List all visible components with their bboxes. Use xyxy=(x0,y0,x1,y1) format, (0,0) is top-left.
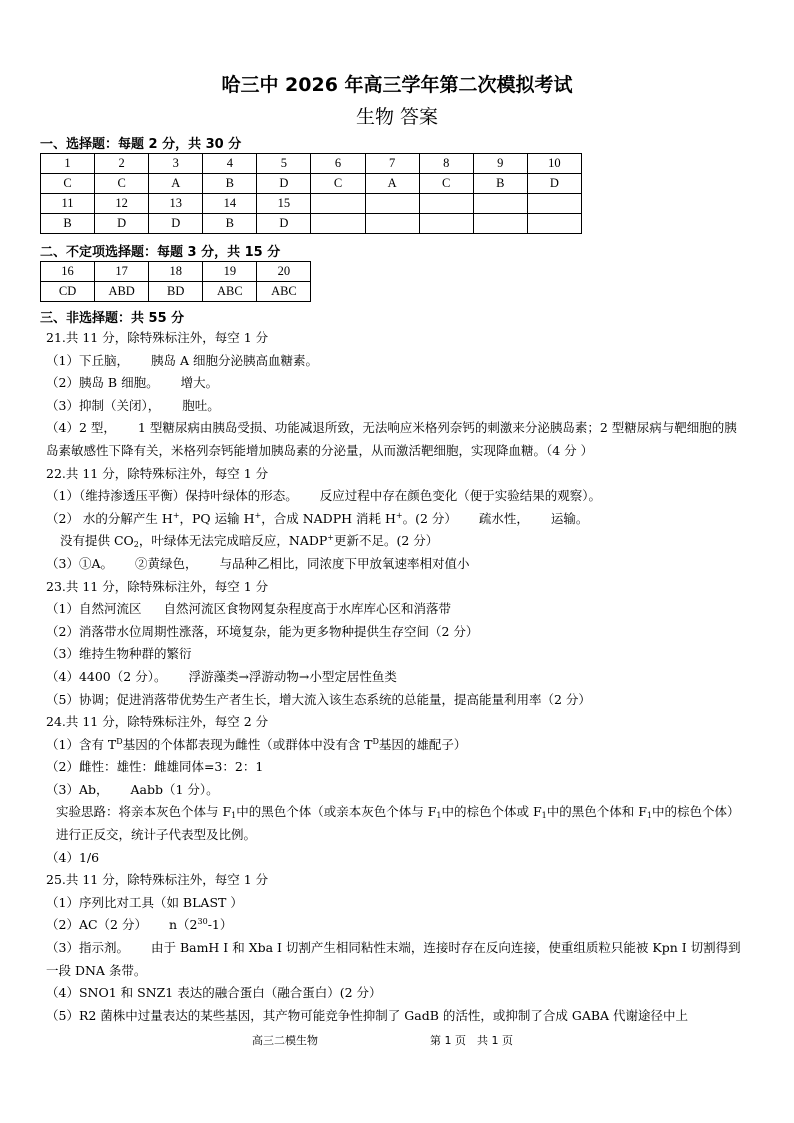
answer-cell: B xyxy=(203,214,257,234)
answer-cell xyxy=(473,214,527,234)
section1-heading: 一、选择题：每题 2 分，共 30 分 xyxy=(40,137,242,152)
answer-cell xyxy=(365,194,419,214)
q24-answer-4: （4）1/6 xyxy=(46,849,100,865)
q24-answer-1: （1）含有 $T^D$基因的个体都表现为雌性（或群体中没有含 $T^D$基因的雄配子） xyxy=(46,736,467,752)
footer-page-number: 第 1 页 共 1 页 xyxy=(430,1034,513,1047)
answer-cell: 9 xyxy=(473,154,527,174)
answer-cell: 20 xyxy=(257,262,311,282)
answer-cell: B xyxy=(473,174,527,194)
q23-heading: 23.共 11 分，除特殊标注外，每空 1 分 xyxy=(46,578,269,594)
answer-cell: ABD xyxy=(95,282,149,302)
answer-cell xyxy=(311,214,365,234)
q21-answer-1: （1）下丘脑， 胰岛 A 细胞分泌胰高血糖素。 xyxy=(46,352,318,368)
answers-body xyxy=(46,327,746,1027)
q23-answer-5: （5）协调；促进消落带优势生产者生长，增大流入该生态系统的总能量，提高能量利用率（2 分） xyxy=(46,691,591,707)
answer-cell: 13 xyxy=(149,194,203,214)
q25-answer-3: （3）指示剂。 由于 BamH Ⅰ 和 Xba Ⅰ 切割产生相同粘性末端，连接时存在反向连接，使重组质粒只能被 Kpn Ⅰ 切割得到一段 DNA 条带。 xyxy=(46,940,741,978)
answer-cell: 12 xyxy=(95,194,149,214)
q22-answer-2: （2） 水的分解产生 H+，PQ 运输 H+，合成 NADPH 消耗 H+。(2 分） 疏水性， 运输。 xyxy=(46,510,589,526)
answer-cell: D xyxy=(527,174,581,194)
answer-cell: B xyxy=(203,174,257,194)
answer-cell xyxy=(419,214,473,234)
page-subtitle: 生物 答案 xyxy=(355,106,439,128)
q22-answer-1: （1）（维持渗透压平衡）保持叶绿体的形态。 反应过程中存在颜色变化（便于实验结果的观察）。 xyxy=(46,488,601,504)
footer-left: 高三二模生物 xyxy=(252,1034,318,1047)
answer-cell: C xyxy=(41,174,95,194)
answer-cell: B xyxy=(41,214,95,234)
q24-answer-2: （2）雌性：雄性：雌雄同体=3：2：1 xyxy=(46,759,264,775)
q22-heading: 22.共 11 分，除特殊标注外，每空 1 分 xyxy=(46,465,269,481)
q21-answer-2: （2）胰岛 B 细胞。 增大。 xyxy=(46,375,219,391)
answer-cell: 3 xyxy=(149,154,203,174)
answer-table-1 xyxy=(40,153,582,234)
answer-cell: D xyxy=(95,214,149,234)
answer-cell: CD xyxy=(41,282,95,302)
answer-cell: 4 xyxy=(203,154,257,174)
answer-cell: ABC xyxy=(257,282,311,302)
answer-cell: 1 xyxy=(41,154,95,174)
q23-answer-3: （3）维持生物种群的繁衍 xyxy=(46,646,192,662)
answer-cell xyxy=(311,194,365,214)
q25-answer-4: （4）SNO1 和 SNZ1 表达的融合蛋白（融合蛋白）(2 分） xyxy=(46,985,382,1001)
answer-cell: 15 xyxy=(257,194,311,214)
answer-cell: 6 xyxy=(311,154,365,174)
answer-cell: 18 xyxy=(149,262,203,282)
answer-cell: D xyxy=(257,174,311,194)
answer-cell: 10 xyxy=(527,154,581,174)
answer-cell: C xyxy=(419,174,473,194)
q25-answer-5: （5）R2 菌株中过量表达的某些基因，其产物可能竞争性抑制了 GadB 的活性，或抑制了合成 GABA 代谢途径中上 xyxy=(46,1007,689,1023)
answer-cell: ABC xyxy=(203,282,257,302)
answer-cell xyxy=(527,194,581,214)
answer-row xyxy=(41,194,582,214)
answer-cell xyxy=(473,194,527,214)
section3-heading: 三、非选择题：共 55 分 xyxy=(40,311,185,326)
q21-answer-4: （4）2 型， 1 型糖尿病由胰岛受损、功能减退所致，无法响应米格列奈钙的刺激来分泌胰岛素；2 型糖尿病与靶细胞的胰岛素敏感性下降有关，米格列奈钙能增加胰岛素的分泌量，从而激活靶细胞，实现降血糖。（4 分 ） xyxy=(46,420,737,458)
answer-cell: 8 xyxy=(419,154,473,174)
q24-answer-3-method: 实验思路：将亲本灰色个体与 $F_1$中的黑色个体（或亲本灰色个体与 $F_1$中的棕色个体或 $F_1$中的黑色个体和 $F_1$中的棕色个体）进行正反交，统计子代表型及比例。 xyxy=(56,804,740,843)
answer-cell: 16 xyxy=(41,262,95,282)
answer-cell: D xyxy=(257,214,311,234)
answer-cell: 14 xyxy=(203,194,257,214)
q22-answer-3: （3）①A。 ②黄绿色， 与品种乙相比，同浓度下甲放氧速率相对值小 xyxy=(46,555,470,571)
answer-cell xyxy=(419,194,473,214)
q23-answer-2: （2）消落带水位周期性涨落，环境复杂，能为更多物种提供生存空间（2 分） xyxy=(46,623,479,639)
answer-cell: BD xyxy=(149,282,203,302)
answer-cell: C xyxy=(95,174,149,194)
q21-answer-3: （3）抑制（关闭）， 胞吐。 xyxy=(46,397,220,413)
answer-cell: D xyxy=(149,214,203,234)
answer-cell: A xyxy=(365,174,419,194)
q25-heading: 25.共 11 分，除特殊标注外，每空 1 分 xyxy=(46,872,269,888)
q23-answer-4: （4）4400（2 分）。 浮游藻类→浮游动物→小型定居性鱼类 xyxy=(46,668,397,684)
q23-answer-1: （1）自然河流区 自然河流区食物网复杂程度高于水库库心区和消落带 xyxy=(46,601,451,617)
q24-answer-3: （3）Ab， Aabb（1 分）。 xyxy=(46,781,219,797)
q24-heading: 24.共 11 分，除特殊标注外，每空 2 分 xyxy=(46,714,269,730)
answer-row xyxy=(41,174,582,194)
answer-row xyxy=(41,214,582,234)
answer-row xyxy=(41,262,311,282)
answer-cell xyxy=(527,214,581,234)
answer-row xyxy=(41,154,582,174)
answer-cell: 17 xyxy=(95,262,149,282)
q25-answer-2: （2）AC（2 分） $n(2^{30}-1)$ xyxy=(46,917,233,933)
answer-cell xyxy=(365,214,419,234)
answer-cell: C xyxy=(311,174,365,194)
answer-cell: 11 xyxy=(41,194,95,214)
answer-row xyxy=(41,282,311,302)
answer-cell: 7 xyxy=(365,154,419,174)
answer-cell: A xyxy=(149,174,203,194)
section2-heading: 二、不定项选择题：每题 3 分，共 15 分 xyxy=(40,245,281,260)
q21-heading: 21.共 11 分，除特殊标注外，每空 1 分 xyxy=(46,330,269,345)
answer-cell: 2 xyxy=(95,154,149,174)
answer-cell: 19 xyxy=(203,262,257,282)
answer-table-2 xyxy=(40,261,311,302)
q25-answer-1: （1）序列比对工具（如 BLAST ） xyxy=(46,894,243,910)
q22-answer-2-cont: 没有提供 $CO_2$，叶绿体无法完成暗反应，NADP+更新不足。(2 分） xyxy=(60,533,439,550)
page-title: 哈三中 2026 年高三学年第二次模拟考试 xyxy=(221,74,573,96)
answer-cell: 5 xyxy=(257,154,311,174)
